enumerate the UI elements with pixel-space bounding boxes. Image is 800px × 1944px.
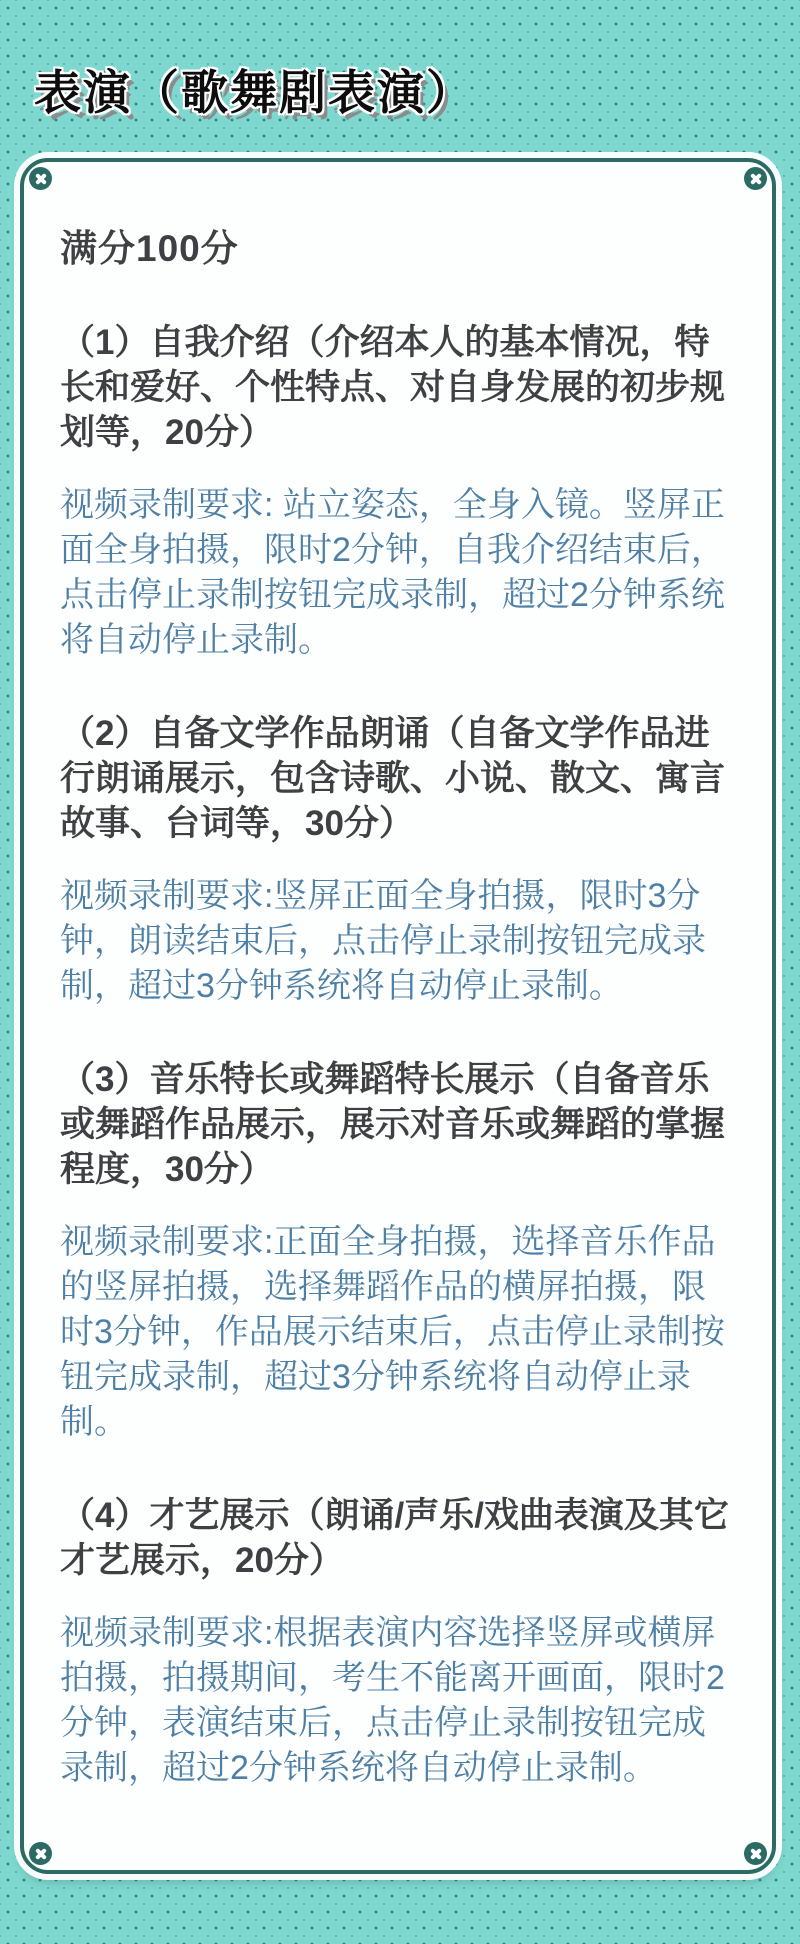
section-1-heading: （1）自我介绍（介绍本人的基本情况，特长和爱好、个性特点、对自身发展的初步规划等，20分） — [60, 323, 726, 452]
page-title: 表演（歌舞剧表演） — [34, 66, 475, 119]
cross-icon — [744, 167, 767, 190]
section-3-heading: （3）音乐特长或舞蹈特长展示（自备音乐或舞蹈作品展示，展示对音乐或舞蹈的掌握程度，30分） — [60, 1060, 726, 1189]
section-4-requirement: 视频录制要求:根据表演内容选择竖屏或横屏拍摄，拍摄期间，考生不能离开画面，限时2分钟，表演结束后，点击停止录制按钮完成录制，超过2分钟系统将自动停止录制。 — [60, 1614, 725, 1787]
section-2 — [60, 711, 738, 1009]
section-3 — [60, 1057, 738, 1445]
cross-icon — [744, 1842, 767, 1865]
content-card — [20, 158, 776, 1874]
section-1 — [60, 320, 738, 663]
cross-icon — [29, 1842, 52, 1865]
section-3-requirement: 视频录制要求:正面全身拍摄，选择音乐作品的竖屏拍摄，选择舞蹈作品的横屏拍摄，限时3分钟，作品展示结束后，点击停止录制按钮完成录制，超过3分钟系统将自动停止录制。 — [60, 1223, 725, 1441]
section-4 — [60, 1493, 738, 1791]
cross-icon — [29, 167, 52, 190]
card-content — [24, 162, 772, 1870]
section-4-heading: （4）才艺展示（朗诵/声乐/戏曲表演及其它才艺展示，20分） — [60, 1496, 729, 1580]
section-2-heading: （2）自备文学作品朗诵（自备文学作品进行朗诵展示，包含诗歌、小说、散文、寓言故事、台词等，30分） — [60, 714, 726, 843]
section-2-requirement: 视频录制要求:竖屏正面全身拍摄，限时3分钟，朗读结束后，点击停止录制按钮完成录制，超过3分钟系统将自动停止录制。 — [60, 877, 706, 1005]
score-note: 满分100分 — [60, 228, 239, 269]
section-1-requirement: 视频录制要求: 站立姿态，全身入镜。竖屏正面全身拍摄，限时2分钟，自我介绍结束后，点击停止录制按钮完成录制，超过2分钟系统将自动停止录制。 — [60, 486, 725, 659]
